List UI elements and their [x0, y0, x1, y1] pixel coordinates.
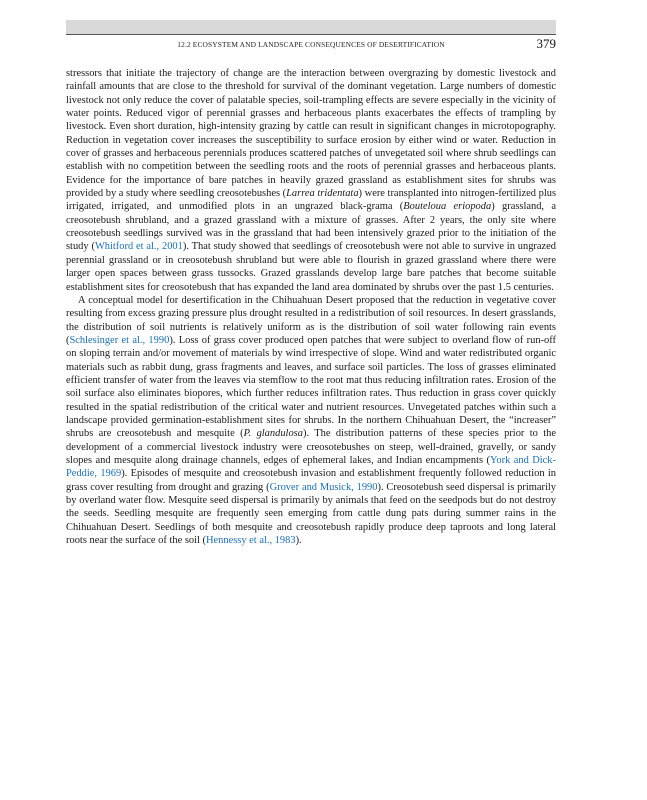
- text-run: ). The distribution patterns of these species prior to the development of a commercial livestock industry were creosotebushes on steep, well-drained, gravelly, or sandy slopes and mesquite along drainage channels, edges of ephemeral lakes, and Indian encampments (: [66, 428, 557, 466]
- species-name: Bouteloua eriopoda: [403, 201, 492, 213]
- citation-link[interactable]: Schlesinger et al., 1990: [69, 334, 170, 346]
- text-run: ). Episodes of mesquite and creosotebush invasion and establishment frequently followed reduction in grass cover resulting from drought and grazing (: [66, 468, 556, 493]
- text-run: A conceptual model for desertification in the Chihuahuan Desert proposed that the reduction in vegetative cover resulting from excess grazing pressure plus drought resulted in a redistribution of soil resources. In desert grasslands, the distribution of soil nutrients is relatively uniform as is the distribution of soil water following rain events (: [66, 294, 556, 346]
- citation-link[interactable]: Hennessy et al., 1983: [205, 535, 296, 547]
- species-name: P. glandulosa: [243, 428, 303, 440]
- text-run: ) grassland, a creosotebush shrubland, and a grazed grassland with a mixture of grasses. After 2 years, the only site where creosotebush seedlings survived was in the grassland that had been intensively grazed prior to the initiation of the study (: [66, 201, 557, 253]
- citation-link[interactable]: Grover and Musick, 1990: [269, 481, 378, 493]
- text-run: ).: [295, 535, 302, 547]
- body-text: [66, 67, 556, 547]
- paragraph: [66, 67, 556, 294]
- text-run: ). Creosotebush seed dispersal is primarily by overland water flow. Mesquite seed dispersal is primarily by animals that feed on the seedpods but do not destroy the seeds. Seedling mesquite are frequently seen emerging from cattle dung pats during summer rains in the Chihuahuan Desert. Seedlings of both mesquite and creosotebush rapidly produce deep taproots and long lateral roots near the surface of the soil (: [66, 481, 556, 547]
- page-number: 379: [536, 36, 556, 51]
- text-run: ). Loss of grass cover produced open patches that were subject to overland flow of run-off on sloping terrain and/or movement of materials by wind irrespective of slope. Wind and water redistributed organic materials such as rabbit dung, grass fragments and leaves, and surface soil particles. The loss of grasses eliminated efficient transfer of water from the leaves via stemflow to the root mat thus reducing infiltration rates. Erosion of the soil surface also eliminates biopores, which further reduces infiltration rates. Thus reduction in grass cover quickly resulted in the spatial redistribution of the critical water and nutrient resources. Unvegetated patches within such a landscape provided germination-establishment sites for shrubs. In the northern Chihuahuan Desert, the “increaser” shrubs are creosotebush and mesquite (: [66, 334, 557, 440]
- header-bar: [66, 20, 556, 34]
- header-rule: [66, 34, 556, 35]
- text-run: ). That study showed that seedlings of creosotebush were not able to survive in ungrazed perennial grassland or in creosotebush shrubland but were able to flourish in grazed grassland where there were larger open spaces between grass tussocks. Grazed grasslands develop large bare patches that become suitable establishment sites for creosotebush that has expanded the land area dominated by shrubs over the past 1.5 centuries.: [66, 241, 557, 293]
- text-run: stressors that initiate the trajectory of change are the interaction between overgrazing by domestic livestock and rainfall amounts that are close to the threshold for survival of the dominant vegetation. Large numbers of domestic livestock not only reduce the cover of palatable species, soil-trampling effects are severe especially in the vicinity of water points. Reduced vigor of perennial grasses and herbaceous plants exacerbates the effects of trampling by livestock. Even short duration, high-intensity grazing by cattle can result in significant changes in microtopography. Reduction in vegetation cover increases the susceptibility to surface erosion by either wind or water. Reduction in cover of grasses and herbaceous perennials produces scattered patches of unvegetated soil where shrub seedlings can establish with no competition between the seedling roots and the roots of perennial grasses and herbaceous plants. Evidence for the importance of bare patches in heavily grazed grassland as establishment sites for shrubs was provided by a study where seedling creosotebushes (: [66, 68, 556, 200]
- citation-link[interactable]: York and Dick-Peddie, 1969: [66, 454, 556, 480]
- citation-link[interactable]: Whitford et al., 2001: [94, 241, 183, 253]
- text-run: ) were transplanted into nitrogen-fertilized plus irrigated, irrigated, and unmodified plots in an ungrazed black-grama (: [66, 188, 557, 213]
- species-name: Larrea tridentata: [286, 188, 359, 200]
- paragraph: [66, 294, 556, 548]
- running-head: 12.2 ECOSYSTEM AND LANDSCAPE CONSEQUENCES OF DESERTIFICATION: [177, 40, 445, 49]
